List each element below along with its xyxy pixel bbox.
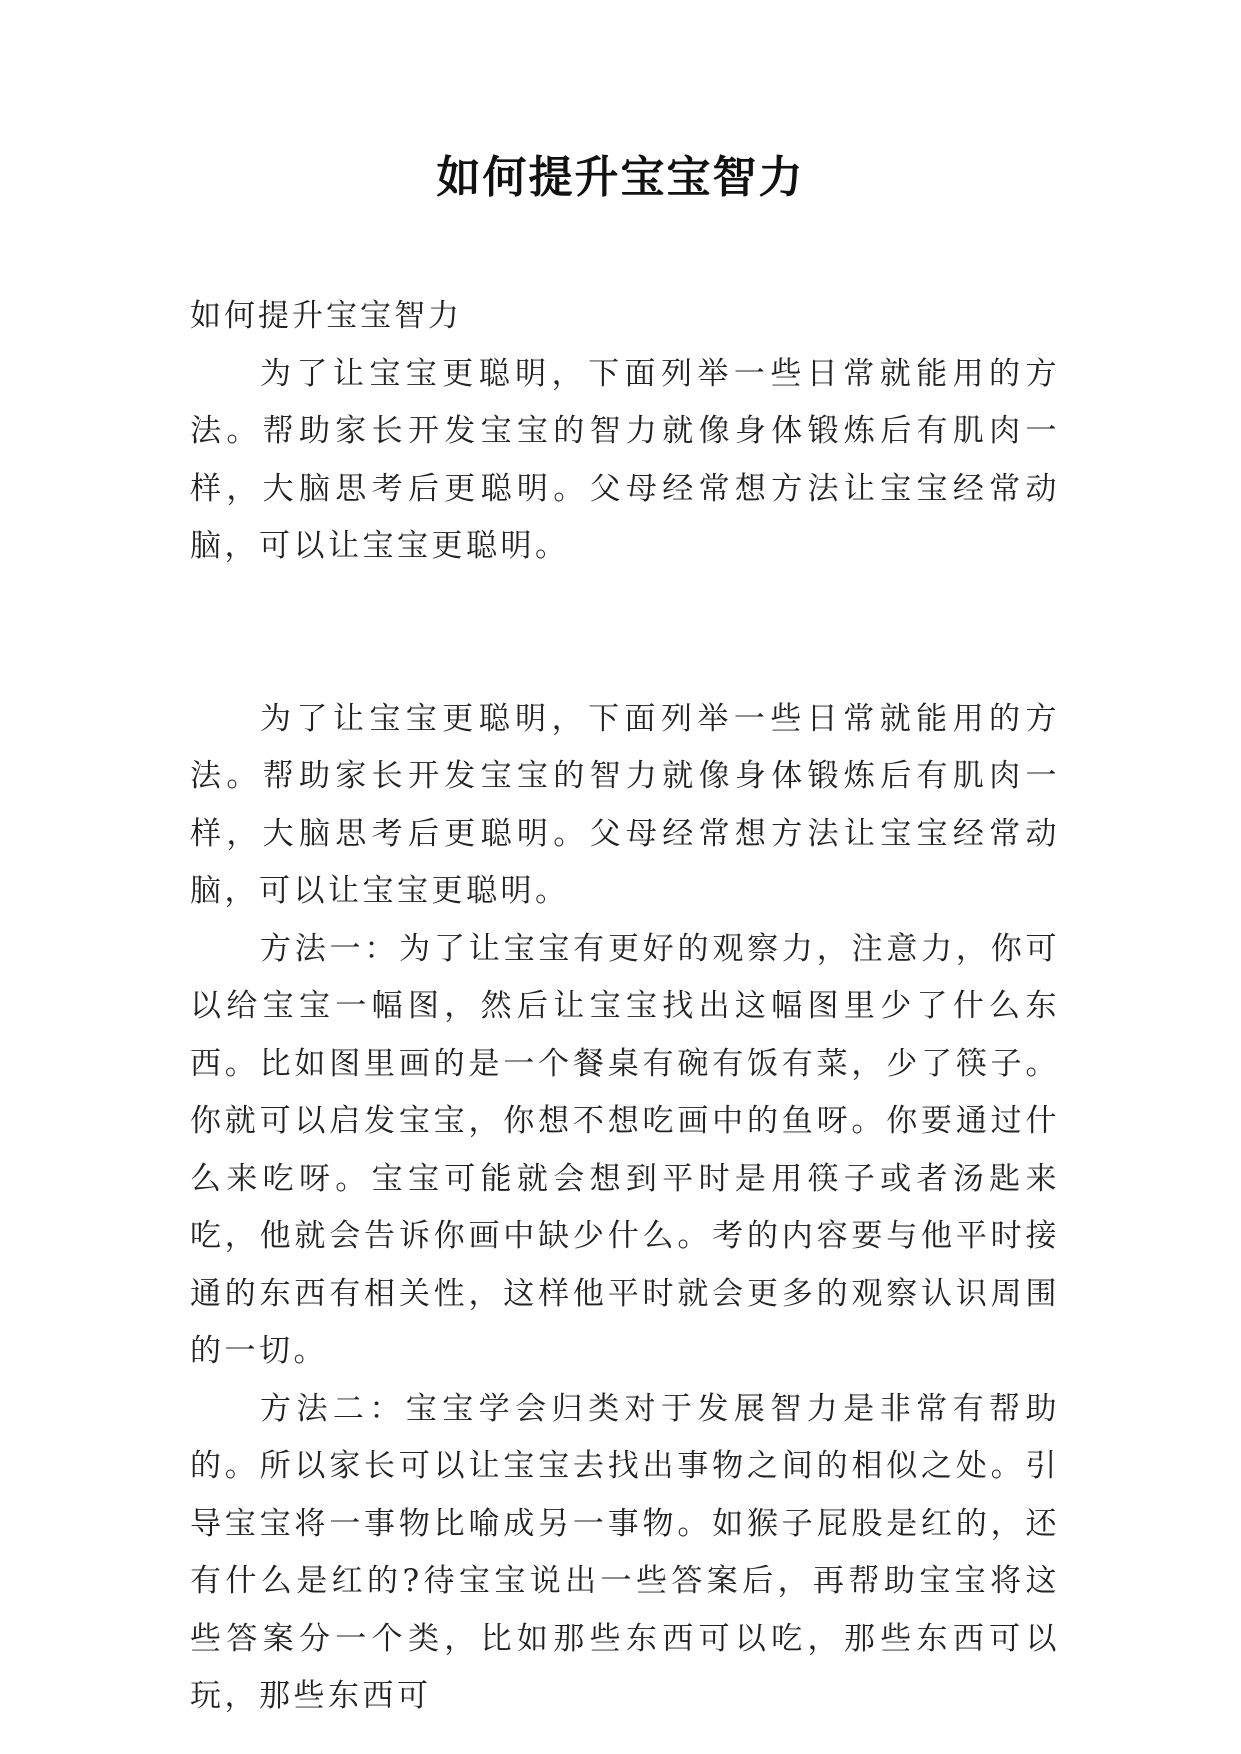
paragraph-intro-repeat: 为了让宝宝更聪明，下面列举一些日常就能用的方法。帮助家长开发宝宝的智力就像身体锻炼后有肌肉一样，大脑思考后更聪明。父母经常想方法让宝宝经常动脑，可以让宝宝更聪明。: [190, 700, 1060, 909]
document-subtitle: 如何提升宝宝智力: [190, 298, 462, 334]
document-title: 如何提升宝宝智力: [436, 152, 805, 203]
paragraph-method-one: 方法一：为了让宝宝有更好的观察力，注意力，你可以给宝宝一幅图，然后让宝宝找出这幅图里少了什么东西。比如图里画的是一个餐桌有碗有饭有菜，少了筷子。你就可以启发宝宝，你想不想吃画中的鱼呀。你要通过什么来吃呀。宝宝可能就会想到平时是用筷子或者汤匙来吃，他就会告诉你画中缺少什么。考的内容要与他平时接通的东西有相关性，这样他平时就会更多的观察认识周围的一切。: [190, 930, 1060, 1369]
paragraph-intro: 为了让宝宝更聪明，下面列举一些日常就能用的方法。帮助家长开发宝宝的智力就像身体锻炼后有肌肉一样，大脑思考后更聪明。父母经常想方法让宝宝经常动脑，可以让宝宝更聪明。: [190, 355, 1060, 564]
paragraph-gap: [190, 576, 1060, 691]
paragraph-method-two: 方法二：宝宝学会归类对于发展智力是非常有帮助的。所以家长可以让宝宝去找出事物之间的相似之处。引导宝宝将一事物比喻成另一事物。如猴子屁股是红的，还有什么是红的?待宝宝说出一些答案后，再帮助宝宝将这些答案分一个类，比如那些东西可以吃，那些东西可以玩，那些东西可: [190, 1390, 1060, 1714]
document-body: [190, 288, 1060, 1726]
